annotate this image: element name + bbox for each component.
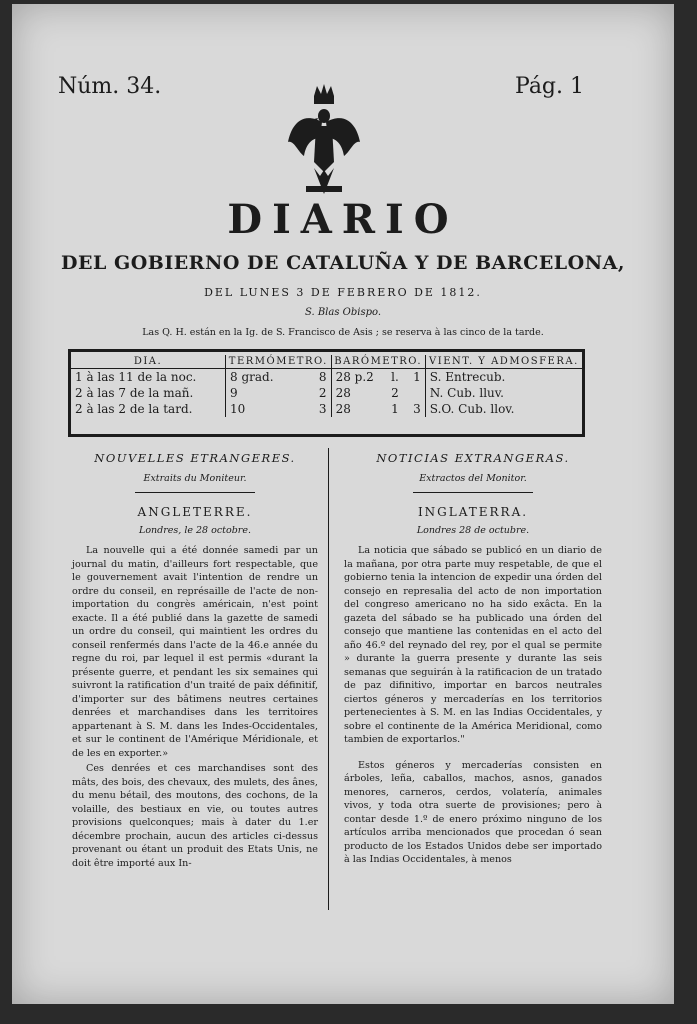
cell-day: 2 à las 7 de la mañ. bbox=[71, 385, 226, 401]
header-dia: DIA. bbox=[71, 355, 226, 369]
article-paragraph: Ces denrées et ces marchandises sont des mâts, des bois, des chevaux, des mulets, des ânes, du menu bétail, des moutons, des cochons, de la volaille, des bestiaux en vie, ou toutes autres provisions quelconques; mais à dater du 1.er décembre prochain, aucun des articles ci-dessus provenant ou étant un produit des Etats Unis, ne doit être importé aux In- bbox=[72, 763, 318, 869]
section-title: NOTICIAS EXTRANGERAS. bbox=[376, 451, 570, 465]
cell-temp-frac: 3 bbox=[306, 401, 331, 417]
divider bbox=[135, 492, 255, 493]
article-paragraph: Estos géneros y mercaderías consisten en árboles, leña, caballos, machos, asnos, ganados menores, carneros, cerdos, volatería, animales vivos, y toda otra suerte de provisiones; pero à contar desde 1.º de enero próximo ninguno de los artículos arriba mencionados que procedan ó sean producto de los Estados Unidos debe ser importado à las Indias Occidentales, à menos bbox=[344, 759, 602, 865]
newspaper-subtitle: DEL GOBIERNO DE CATALUÑA Y DE BARCELONA, bbox=[61, 252, 625, 274]
weather-row bbox=[71, 401, 582, 417]
weather-row bbox=[71, 369, 582, 386]
weather-table bbox=[68, 349, 585, 437]
column-divider bbox=[328, 448, 329, 910]
crowned-eagle-icon bbox=[284, 82, 364, 200]
header-termometro: TERMÓMETRO. bbox=[226, 355, 332, 369]
cell-baro-frac bbox=[406, 385, 425, 401]
cell-wind: S. Entrecub. bbox=[429, 370, 506, 384]
country-heading: ANGLETERRE. bbox=[137, 505, 253, 519]
cell-day: 1 à las 11 de la noc. bbox=[71, 369, 226, 386]
qh-notice: Las Q. H. están en la Ig. de S. Francisco de Asis ; se reserva à las cinco de la tarde. bbox=[142, 327, 544, 338]
cell-temp: 8 grad. bbox=[230, 370, 274, 384]
page-number: Pág. 1 bbox=[515, 74, 584, 99]
weather-row bbox=[71, 385, 582, 401]
divider bbox=[413, 492, 533, 493]
cell-baro-frac: 3 bbox=[406, 401, 425, 417]
header-viento: VIENT. Y ADMOSFERA. bbox=[425, 355, 582, 369]
article-paragraph: La nouvelle qui a été donnée samedi par un journal du matin, d'ailleurs fort respectable, que le gouvernement avait l'intention de rendre un ordre du conseil, en représaille de l'acte de non-importation du congrès américain, n'est point exacte. Il a été publié dans la gazette de samedi un ordre du conseil, qui maintient les ordres du conseil renfermés dans l'acte de la 46.e année du regne du roi, par lequel il est permis «durant la présente guerre, et pendant les six semaines qui suivront la ratification d'un traité de paix définitif, d'importer sur des bâtimens neutres certaines denrées et marchandises dans les territoires appartenant à S. M. dans les Indes-Occidentales, et sur le continent de l'Amérique Méridionale, et de les en exporter.» bbox=[72, 545, 318, 759]
spanish-column bbox=[344, 451, 602, 867]
dateline: Londres 28 de octubre. bbox=[416, 525, 530, 536]
saint-of-day: S. Blas Obispo. bbox=[304, 307, 382, 318]
cell-baro-lines: 2 bbox=[391, 386, 399, 400]
issue-number: Núm. 34. bbox=[58, 74, 162, 99]
section-source: Extractos del Monitor. bbox=[419, 473, 527, 484]
newspaper-title: DIARIO bbox=[227, 196, 459, 243]
cell-temp-frac: 2 bbox=[306, 385, 331, 401]
issue-date: DEL LUNES 3 DE FEBRERO DE 1812. bbox=[204, 286, 482, 299]
article-paragraph: La noticia que sábado se publicó en un diario de la mañana, por otra parte muy respetable, de que el gobierno tenia la intencion de expedir una órden del consejo en represalia del acto de non importation del congreso americano no ha sido exâcta. En la gazeta del sábado se ha publicado una órden del consejo que mantiene las contenidas en el acto del año 46.º del reynado del rey, por el qual se permite » durante la guerra presente y durante las seis semanas que seguirán à la ratificacion de un tratado de paz difinitivo, importar en barcos neutrales ciertos géneros y mercaderías en los territorios pertenecientes à S. M. en las Indias Occidentales, y sobre el continente de la América Meridional, como tambien de exportarlos." bbox=[344, 545, 602, 745]
cell-baro-lines: l. bbox=[391, 370, 399, 384]
cell-temp: 9 bbox=[230, 386, 238, 400]
country-heading: INGLATERRA. bbox=[417, 505, 529, 519]
cell-baro-frac: 1 bbox=[406, 369, 425, 386]
section-title: NOUVELLES ETRANGERES. bbox=[94, 451, 296, 465]
section-source: Extraits du Moniteur. bbox=[143, 473, 247, 484]
newspaper-page bbox=[12, 4, 674, 1004]
cell-baro: 28 bbox=[335, 386, 351, 400]
cell-day: 2 à las 2 de la tard. bbox=[71, 401, 226, 417]
cell-baro: 28 bbox=[335, 402, 351, 416]
french-column bbox=[72, 451, 318, 870]
cell-wind: N. Cub. lluv. bbox=[429, 386, 504, 400]
dateline: Londres, le 28 octobre. bbox=[139, 525, 251, 536]
cell-wind: S.O. Cub. llov. bbox=[429, 402, 515, 416]
cell-temp: 10 bbox=[230, 402, 246, 416]
cell-baro: 28 p.2 bbox=[335, 370, 374, 384]
cell-temp-frac: 8 bbox=[306, 369, 331, 386]
header-barometro: BARÓMETRO. bbox=[331, 355, 425, 369]
cell-baro-lines: 1 bbox=[391, 402, 399, 416]
